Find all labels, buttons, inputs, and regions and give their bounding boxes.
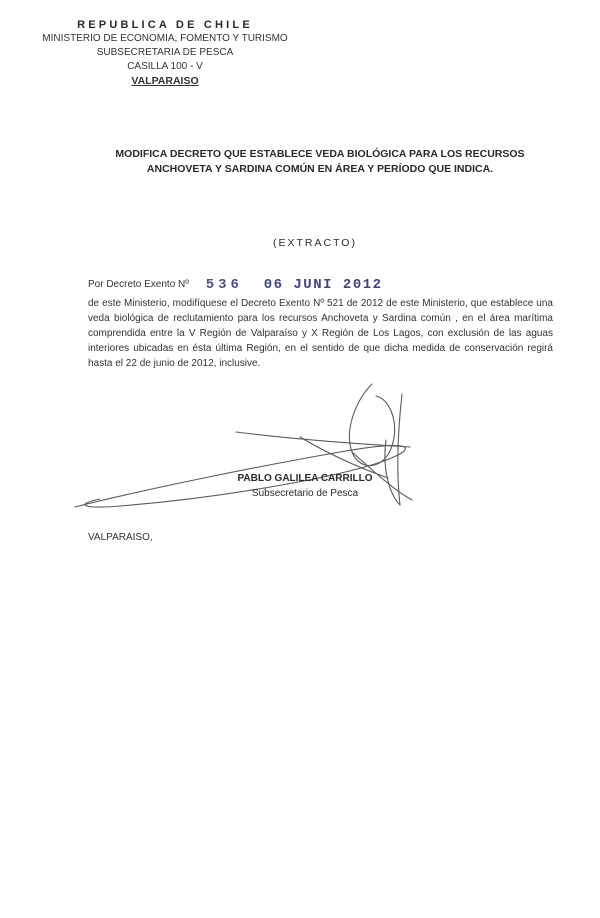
decree-prefix: Por Decreto Exento Nº [88,279,189,290]
letterhead [40,18,290,88]
extract-heading: (EXTRACTO) [273,237,357,249]
place-line: VALPARAISO, [88,532,153,543]
letterhead-ministry: MINISTERIO DE ECONOMIA, FOMENTO Y TURISMO [42,33,288,44]
signer-block [220,471,390,501]
signer-title: Subsecretario de Pesca [251,488,359,499]
signer-name: PABLO GALILEA CARRILLO [237,473,373,484]
decree-line [88,277,548,293]
letterhead-box: CASILLA 100 - V [127,61,203,72]
document-title: MODIFICA DECRETO QUE ESTABLECE VEDA BIOLÓGICA PARA LOS RECURSOS ANCHOVETA Y SARDINA COMÚN EN ÁREA Y PERÍODO QUE INDICA. [115,148,525,175]
decree-date-stamp: 06 JUNI 2012 [263,277,383,293]
letterhead-city: VALPARAISO [131,75,199,87]
decree-number-stamp: 536 [205,277,243,293]
letterhead-country: REPUBLICA DE CHILE [77,19,253,31]
letterhead-subsecretary: SUBSECRETARIA DE PESCA [96,47,234,58]
body-paragraph: de este Ministerio, modifíquese el Decreto Exento Nº 521 de 2012 de este Ministerio, que establece una veda biológica de reclutamiento para los recursos Anchoveta y Sardina común , en el área marítima comprendida entre la V Región de Valparaíso y X Región de Los Lagos, con exclusión de las aguas interiores ubicadas en ésta última Región, en el sentido de que dicha medida de conservación regirá hasta el 22 de junio de 2012, inclusive. [88,298,553,369]
